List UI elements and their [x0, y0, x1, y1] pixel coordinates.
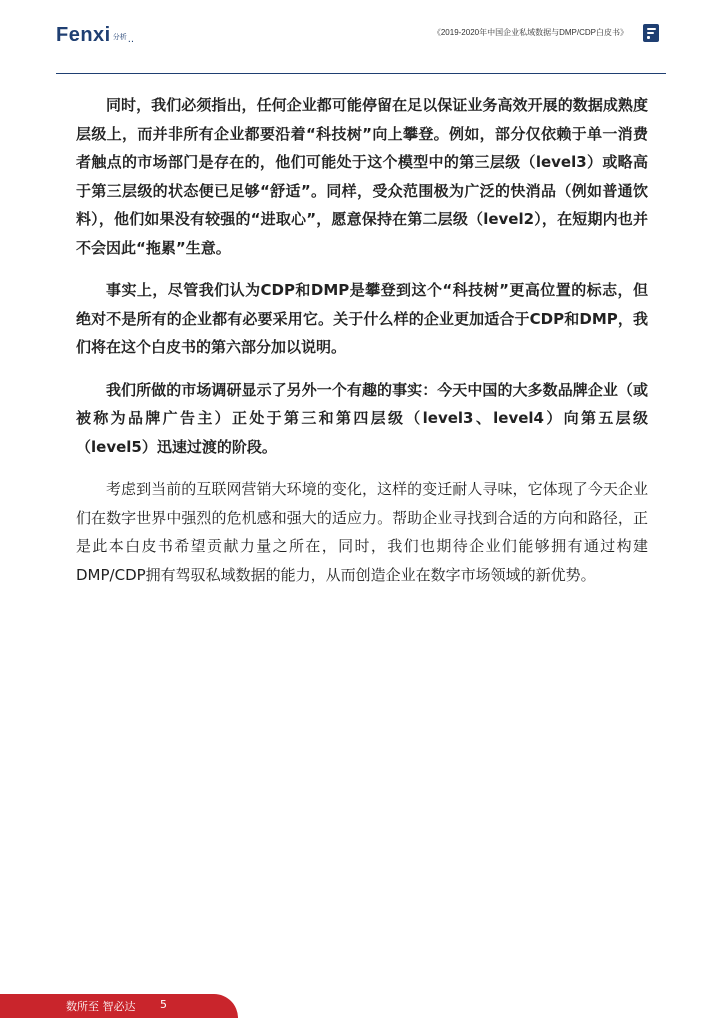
brand-logo	[56, 22, 134, 48]
page-number: 5	[160, 998, 167, 1011]
document-title: 《2019-2020年中国企业私域数据与DMP/CDP白皮书》	[432, 28, 628, 37]
document-logo-icon	[643, 24, 659, 42]
logo-dots: ..	[127, 33, 135, 45]
paragraph-2: 事实上，尽管我们认为CDP和DMP是攀登到这个“科技树”更高位置的标志，但绝对不是所有的企业都有必要采用它。关于什么样的企业更加适合于CDP和DMP，我们将在这个白皮书的第六部分加以说明。	[76, 281, 648, 356]
body-text	[76, 91, 648, 603]
paragraph-3: 我们所做的市场调研显示了另外一个有趣的事实：今天中国的大多数品牌企业（或被称为品牌广告主）正处于第三和第四层级（level3、level4）向第五层级（level5）迅速过渡的阶段。	[76, 380, 648, 456]
footer-slogan: 数所至 智必达	[66, 1000, 136, 1013]
header-divider	[56, 73, 666, 74]
paragraph-4: 考虑到当前的互联网营销大环境的变化，这样的变迁耐人寻味，它体现了今天企业们在数字世界中强烈的危机感和强大的适应力。帮助企业寻找到合适的方向和路径，正是此本白皮书希望贡献力量之所在，同时，我们也期待企业们能够拥有通过构建DMP/CDP拥有驾驭私域数据的能力，从而创造企业在数字市场领域的新优势。	[76, 480, 648, 584]
logo-subtext: 分析	[112, 33, 127, 41]
paragraph-1: 同时，我们必须指出，任何企业都可能停留在足以保证业务高效开展的数据成熟度层级上，而并非所有企业都要沿着“科技树”向上攀登。例如，部分仅依赖于单一消费者触点的市场部门是存在的，他们可能处于这个模型中的第三层级（level3）或略高于第三层级的状态便已足够“舒适”。同样，受众范围极为广泛的快消品（例如普通饮料），他们如果没有较强的“进取心”，愿意保持在第二层级（level2），在短期内也并不会因此“拖累”生意。	[76, 96, 648, 257]
logo-text: Fenxi	[56, 23, 111, 46]
